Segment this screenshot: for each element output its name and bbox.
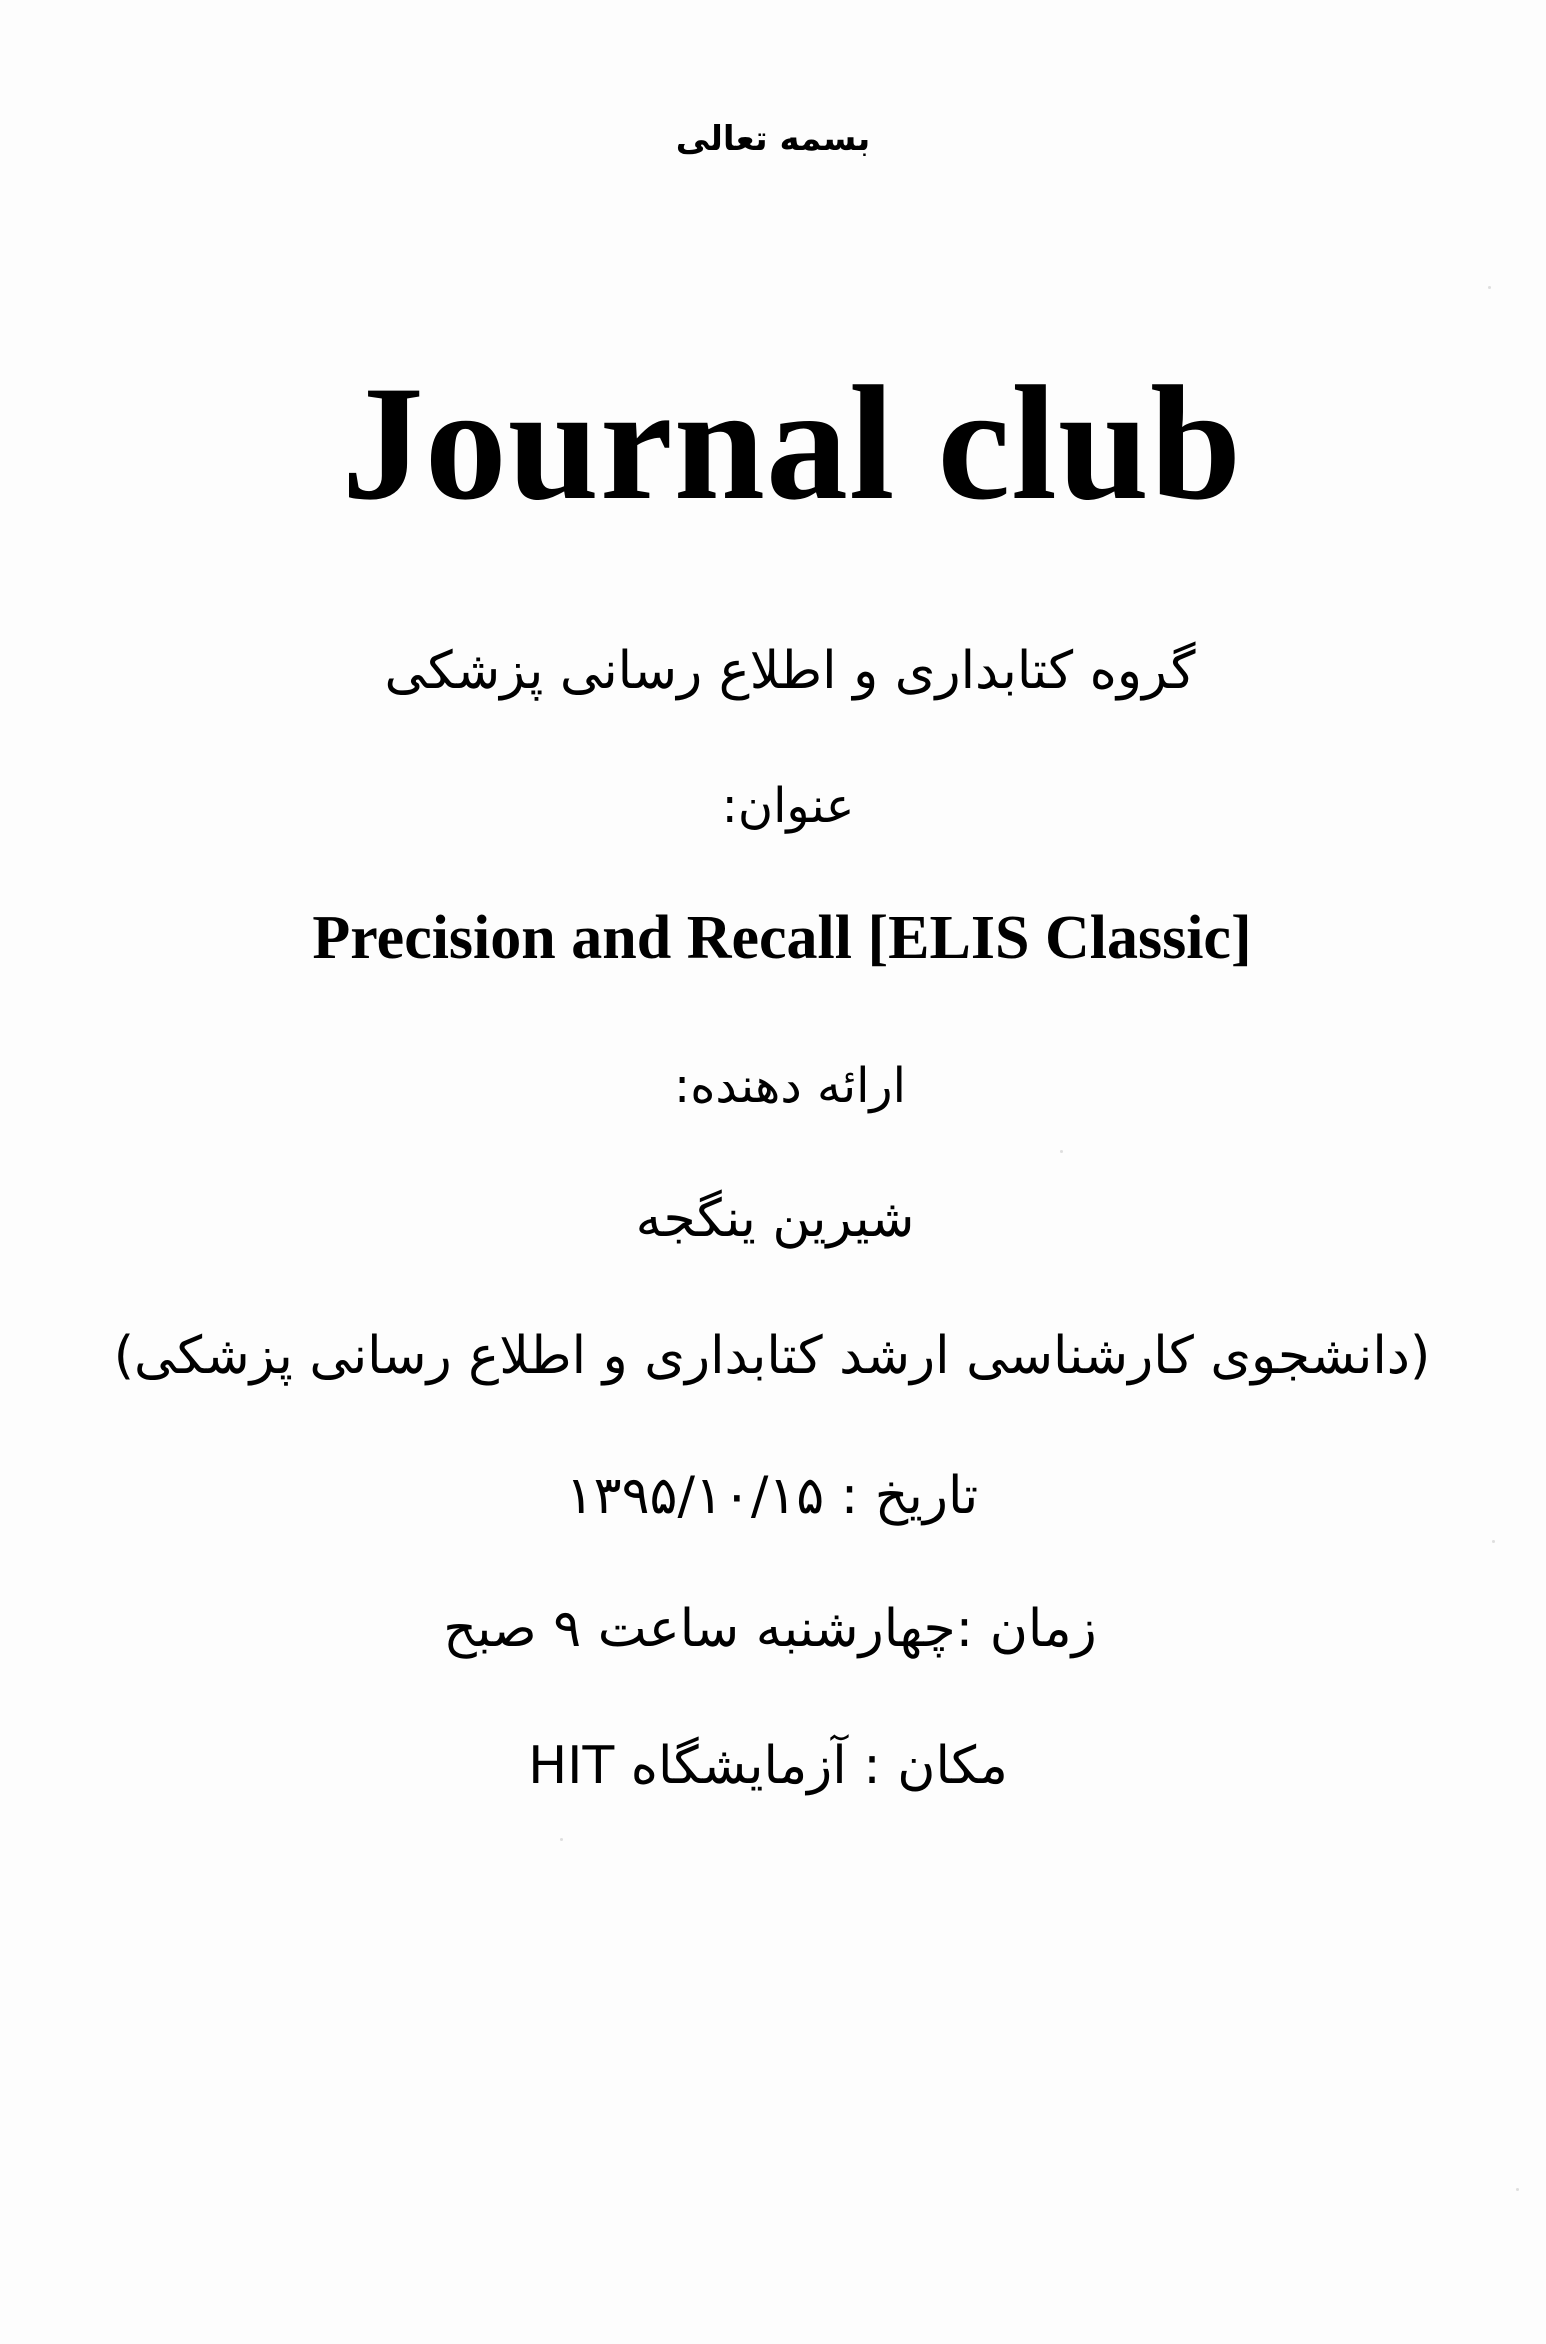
presenter-name: شیرین ینگجه (635, 1189, 915, 1249)
subject-title: Precision and Recall [ELIS Classic] (312, 904, 1252, 972)
presenter-label: ارائه دهنده: (674, 1058, 906, 1114)
invocation-text: بسمه تعالی (675, 119, 871, 159)
scan-speck (1060, 1150, 1063, 1153)
department-name: گروه کتابداری و اطلاع رسانی پزشکی (384, 641, 1196, 701)
scan-speck (1488, 286, 1491, 289)
location-line: مکان : آزمایشگاه HIT (528, 1736, 1008, 1796)
scan-speck (1492, 1540, 1495, 1543)
presenter-role: (دانشجوی کارشناسی ارشد کتابداری و اطلاع رسانی پزشکی) (113, 1326, 1431, 1386)
date-line: تاریخ : ۱۳۹۵/۱۰/۱۵ (565, 1466, 979, 1526)
document-title: Journal club (341, 353, 1243, 534)
scan-speck (560, 1838, 563, 1841)
time-line: زمان :چهارشنبه ساعت ۹ صبح (443, 1599, 1097, 1659)
subject-label: عنوان: (721, 778, 855, 834)
scan-speck (1516, 2188, 1519, 2191)
